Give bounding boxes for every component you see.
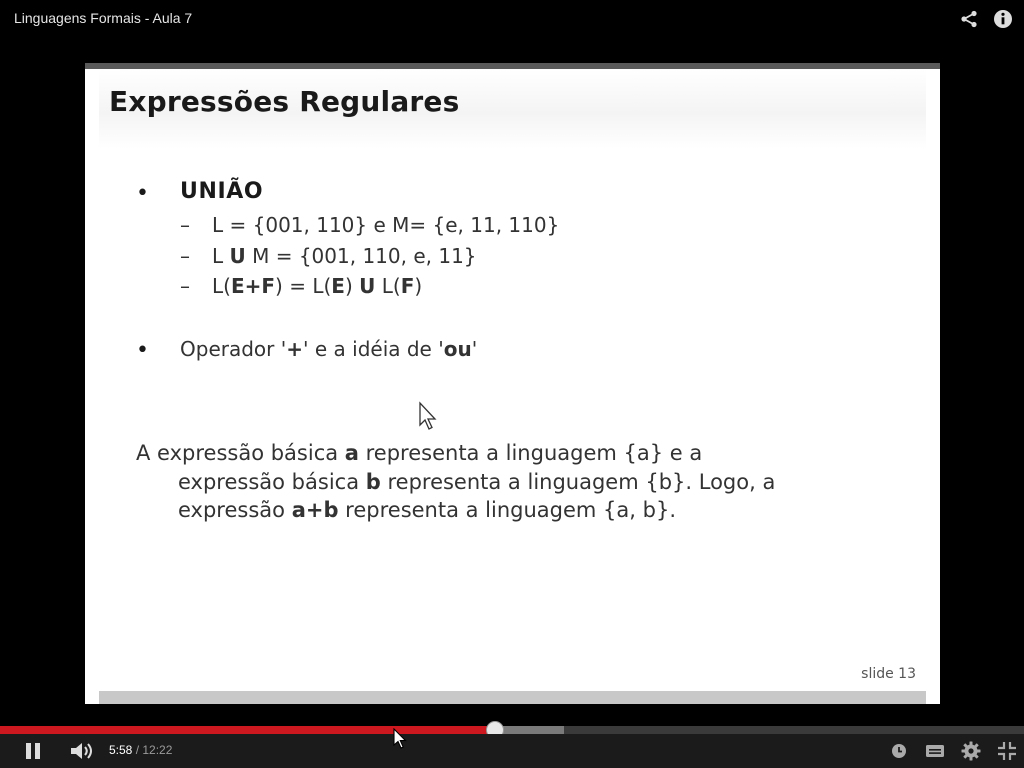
gear-icon (961, 741, 981, 761)
slide-title: Expressões Regulares (109, 85, 460, 118)
pause-button[interactable] (20, 740, 46, 762)
progress-played (0, 726, 495, 734)
progress-bar[interactable] (0, 726, 1024, 734)
cursor-arrow-icon (418, 401, 438, 435)
slide-bottom-bar (99, 691, 926, 704)
time-display (109, 743, 172, 757)
share-icon[interactable] (958, 8, 980, 30)
info-icon[interactable] (992, 8, 1014, 30)
pause-icon (24, 742, 42, 760)
sub-item-3: – L(E+F) = L(E) U L(F) (180, 274, 423, 298)
settings-button[interactable] (958, 740, 984, 762)
sub-item-1: – L = {001, 110} e M= {e, 11, 110} (180, 213, 560, 237)
bullet-dot: • (136, 181, 149, 206)
bullet-operador: Operador '+' e a idéia de 'ou' (180, 337, 478, 361)
duration: 12:22 (142, 743, 173, 757)
watch-later-button[interactable] (888, 740, 910, 762)
current-time: 5:58 (109, 743, 133, 757)
player-controls (0, 734, 1024, 768)
bullet-dot: • (136, 338, 149, 363)
slide-number: slide 13 (861, 666, 916, 682)
time-separator: / (132, 743, 143, 757)
exit-fullscreen-icon (997, 741, 1017, 761)
sub-item-2: – L U M = {001, 110, e, 11} (180, 244, 477, 268)
captions-icon (925, 744, 945, 758)
clock-icon (891, 743, 907, 759)
volume-icon (69, 741, 97, 761)
exit-fullscreen-button[interactable] (994, 740, 1020, 762)
mouse-pointer-icon (393, 728, 407, 754)
video-title[interactable]: Linguagens Formais - Aula 7 (14, 10, 193, 26)
volume-button[interactable] (68, 740, 98, 762)
video-frame-slide[interactable] (85, 63, 940, 704)
captions-button[interactable] (922, 740, 948, 762)
bullet-heading-uniao: UNIÃO (180, 179, 264, 204)
slide-paragraph: A expressão básica a representa a linguagem {a} e a expressão básica b representa a linguagem {b}. Logo, a expressão a+b representa a linguagem {a, b}. (136, 441, 776, 522)
top-actions (958, 8, 1014, 30)
